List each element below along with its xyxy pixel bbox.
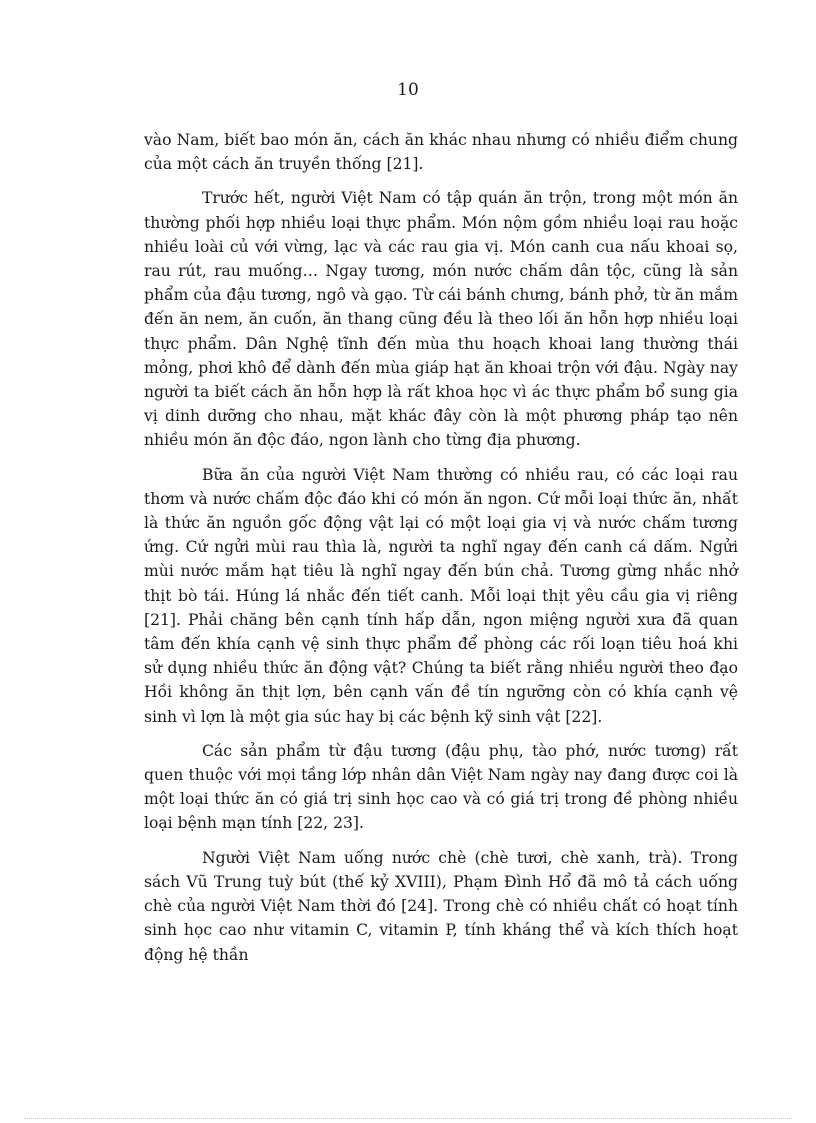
paragraph-vegetables-sauces: Bữa ăn của người Việt Nam thường có nhiều rau, có các loại rau thơm và nước chấm độc đáo khi có món ăn ngon. Cứ mỗi loại thức ăn, nhất là thức ăn nguồn gốc động vật lại có một loại gia vị và nước chấm tương ứng. Cứ ngửi mùi rau thìa là, người ta nghĩ ngay đến canh cá dấm. Ngửi mùi nước mắm hạt tiêu là nghĩ ngay đến bún chả. Tương gừng nhắc nhở thịt bò tái. Húng lá nhắc đến tiết canh. Mỗi loại thịt yêu cầu gia vị riêng [21]. Phải chăng bên cạnh tính hấp dẫn, ngon miệng người xưa đã quan tâm đến khía cạnh vệ sinh thực phẩm để phòng các rối loạn tiêu hoá khi sử dụng nhiều thức ăn động vật? Chúng ta biết rằng nhiều người theo đạo Hồi không ăn thịt lợn, bên cạnh vấn đề tín ngưỡng còn có khía cạnh vệ sinh vì lợn là một gia súc hay bị các bệnh kỹ sinh vật [22]. [144, 465, 738, 726]
paragraph-tea: Người Việt Nam uống nước chè (chè tươi, chè xanh, trà). Trong sách Vũ Trung tuỳ bút (thế kỷ XVIII), Phạm Đình Hổ đã mô tả cách uống chè của người Việt Nam thời đó [24]. Trong chè có nhiều chất có hoạt tính sinh học cao như vitamin C, vitamin P, tính kháng thể và kích thích hoạt động hệ thần [144, 848, 738, 964]
bottom-divider [24, 1118, 792, 1119]
body-text [144, 128, 738, 977]
paragraph-mixed-eating: Trước hết, người Việt Nam có tập quán ăn trộn, trong một món ăn thường phối hợp nhiều loại thực phẩm. Món nộm gồm nhiều loại rau hoặc nhiều loài củ với vừng, lạc và các rau gia vị. Món canh cua nấu khoai sọ, rau rút, rau muống… Ngay tương, món nước chấm dân tộc, cũng là sản phẩm của đậu tương, ngô và gạo. Từ cái bánh chưng, bánh phở, từ ăn mắm đến ăn nem, ăn cuốn, ăn thang cũng đều là theo lối ăn hỗn hợp nhiều loại thực phẩm. Dân Nghệ tĩnh đến mùa thu hoạch khoai lang thường thái mỏng, phơi khô để dành đến mùa giáp hạt ăn khoai trộn với đậu. Ngày nay người ta biết cách ăn hỗn hợp là rất khoa học vì ác thực phẩm bổ sung gia vị dinh dưỡng cho nhau, mặt khác đây còn là một phương pháp tạo nên nhiều món ăn độc đáo, ngon lành cho từng địa phương. [144, 189, 738, 450]
page-number: 10 [397, 80, 419, 100]
paragraph-soy-products: Các sản phẩm từ đậu tương (đậu phụ, tào phớ, nước tương) rất quen thuộc với mọi tầng lớp nhân dân Việt Nam ngày nay đang được coi là một loại thức ăn có giá trị sinh học cao và có giá trị trong đề phòng nhiều loại bệnh mạn tính [22, 23]. [144, 741, 738, 833]
paragraph-continuation: vào Nam, biết bao món ăn, cách ăn khác nhau nhưng có nhiều điểm chung của một cách ăn truyền thống [21]. [144, 131, 738, 174]
